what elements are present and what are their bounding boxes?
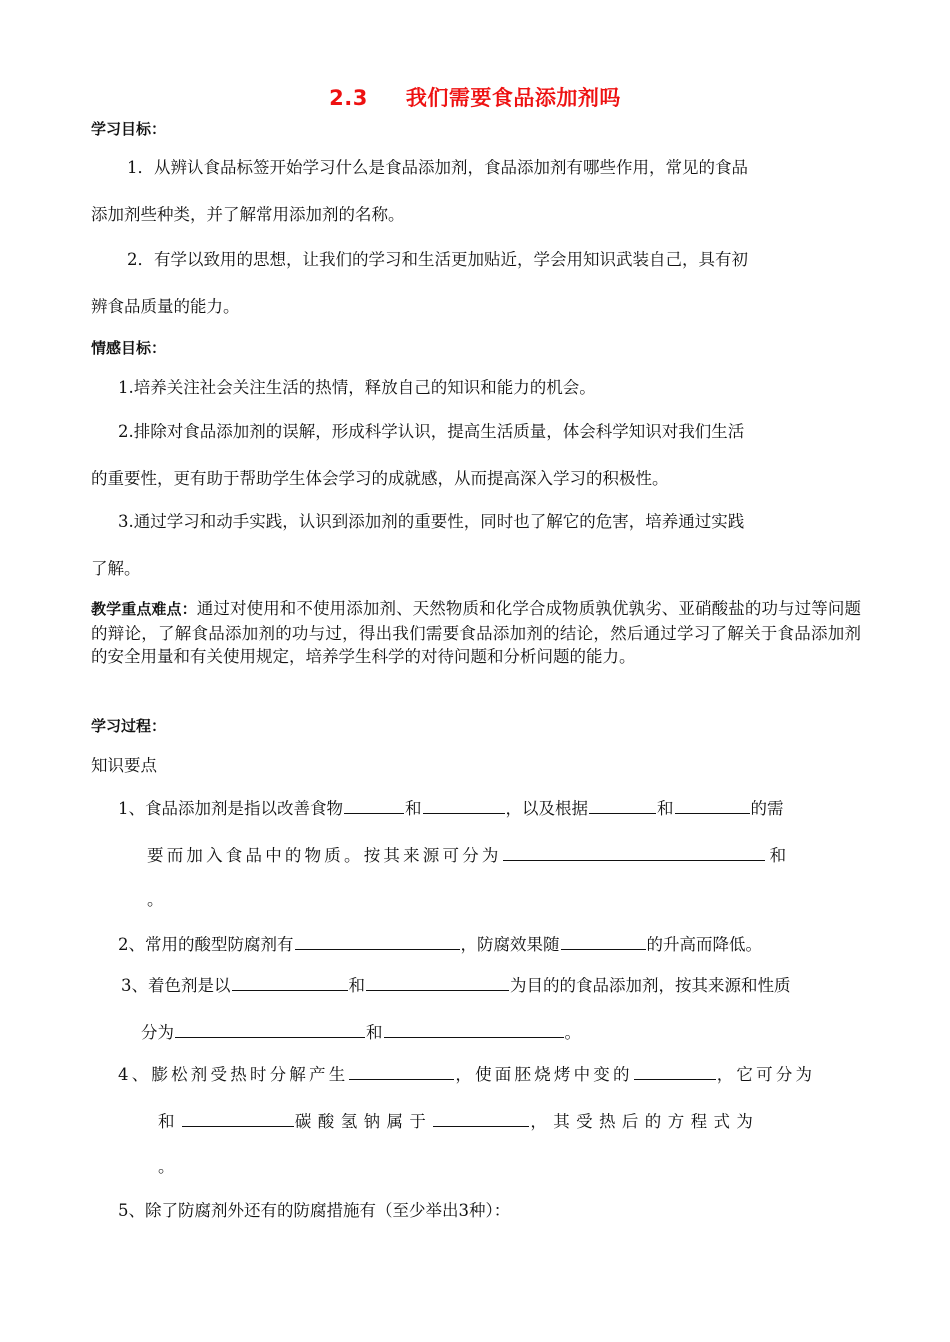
q4-blank-4[interactable]	[433, 1125, 529, 1127]
q1-line2-and: 和	[769, 846, 787, 865]
q4-blank-1[interactable]	[349, 1078, 454, 1080]
q1-blank-1[interactable]	[344, 812, 404, 814]
goal-1-line-1: 1．从辨认食品标签开始学习什么是食品添加剂，食品添加剂有哪些作用，常见的食品	[127, 158, 748, 177]
q3-line2-text-a: 分为	[141, 1023, 174, 1042]
q4-text-a: 4、膨松剂受热时分解产生	[118, 1065, 349, 1084]
goals-heading: 学习目标：	[91, 120, 167, 138]
q3-blank-3[interactable]	[175, 1036, 365, 1038]
question-2	[118, 931, 762, 955]
q1-text-c: ，以及根据	[505, 799, 588, 818]
process-heading: 学习过程：	[91, 717, 167, 735]
q1-blank-3[interactable]	[589, 812, 656, 814]
q3-blank-1[interactable]	[232, 989, 348, 991]
question-3-line-2	[141, 1019, 581, 1043]
question-4-line-2	[158, 1108, 759, 1132]
question-1-line-3: 。	[147, 890, 164, 909]
q2-blank-2[interactable]	[561, 948, 646, 950]
question-4-line-3: 。	[158, 1157, 175, 1176]
q1-line2-text: 要而加入食品中的物质。按其来源可分为	[147, 846, 502, 865]
q1-blank-2[interactable]	[423, 812, 505, 814]
title-text: 我们需要食品添加剂吗	[405, 86, 621, 110]
question-5: 5、除了防腐剂外还有的防腐措施有（至少举出3种）：	[118, 1201, 511, 1220]
q1-blank-4[interactable]	[675, 812, 750, 814]
q3-text-b: 和	[348, 976, 365, 995]
q3-text-c: 为目的的食品添加剂，按其来源和性质	[510, 976, 791, 995]
q4-blank-2[interactable]	[634, 1078, 716, 1080]
q2-blank-1[interactable]	[295, 948, 460, 950]
section-number: 2.3	[329, 86, 368, 110]
page-title	[0, 82, 950, 112]
q1-text-b: 和	[405, 799, 422, 818]
q4-line2-text-c: ，其受热后的方程式为	[530, 1112, 760, 1131]
emotion-item-2-line-2: 的重要性，更有助于帮助学生体会学习的成就感，从而提高深入学习的积极性。	[91, 469, 669, 488]
emotion-item-3-line-2: 了解。	[91, 559, 141, 578]
question-1-line-1	[118, 795, 784, 819]
question-1-line-2	[147, 842, 786, 866]
goal-1-line-2: 添加剂些种类，并了解常用添加剂的名称。	[91, 205, 405, 224]
q1-text-a: 1、食品添加剂是指以改善食物	[118, 799, 343, 818]
q3-blank-4[interactable]	[384, 1036, 564, 1038]
q4-blank-3[interactable]	[182, 1125, 294, 1127]
q4-line2-text-a: 和	[158, 1112, 181, 1131]
q4-line2-text-b: 碳酸氢钠属于	[294, 1112, 433, 1131]
q1-blank-5[interactable]	[503, 859, 765, 861]
key-points-label: 教学重点难点：	[91, 600, 197, 618]
q3-text-a: 3、着色剂是以	[121, 976, 231, 995]
q3-line2-text-c: 。	[564, 1023, 581, 1042]
question-4-line-1	[118, 1061, 815, 1085]
question-3-line-1	[121, 972, 791, 996]
q4-text-b: ，使面胚烧烤中变的	[455, 1065, 633, 1084]
knowledge-subheading: 知识要点	[91, 756, 157, 775]
q1-text-e: 的需	[750, 799, 784, 818]
key-points-paragraph	[91, 597, 861, 669]
q1-text-d: 和	[657, 799, 674, 818]
q3-blank-2[interactable]	[366, 989, 509, 991]
q2-text-c: 的升高而降低。	[646, 935, 762, 954]
q4-text-c: ，它可分为	[716, 1065, 816, 1084]
emotion-item-1: 1.培养关注社会关注生活的热情，释放自己的知识和能力的机会。	[118, 378, 596, 397]
goal-2-line-1: 2．有学以致用的思想，让我们的学习和生活更加贴近，学会用知识武装自己，具有初	[127, 250, 748, 269]
key-points-text: 通过对使用和不使用添加剂、天然物质和化学合成物质孰优孰劣、亚硝酸盐的功与过等问题的辩论，了解食品添加剂的功与过，得出我们需要食品添加剂的结论，然后通过学习了解关于食品添加剂的安全用量和有关使用规定，培养学生科学的对待问题和分析问题的能力。	[91, 599, 861, 666]
emotion-heading: 情感目标：	[91, 339, 167, 357]
q3-line2-text-b: 和	[366, 1023, 383, 1042]
emotion-item-2-line-1: 2.排除对食品添加剂的误解，形成科学认识，提高生活质量，体会科学知识对我们生活	[118, 422, 745, 441]
q2-text-a: 2、常用的酸型防腐剂有	[118, 935, 294, 954]
q2-text-b: ，防腐效果随	[460, 935, 560, 954]
goal-2-line-2: 辨食品质量的能力。	[91, 297, 240, 316]
emotion-item-3-line-1: 3.通过学习和动手实践，认识到添加剂的重要性，同时也了解它的危害，培养通过实践	[118, 512, 745, 531]
